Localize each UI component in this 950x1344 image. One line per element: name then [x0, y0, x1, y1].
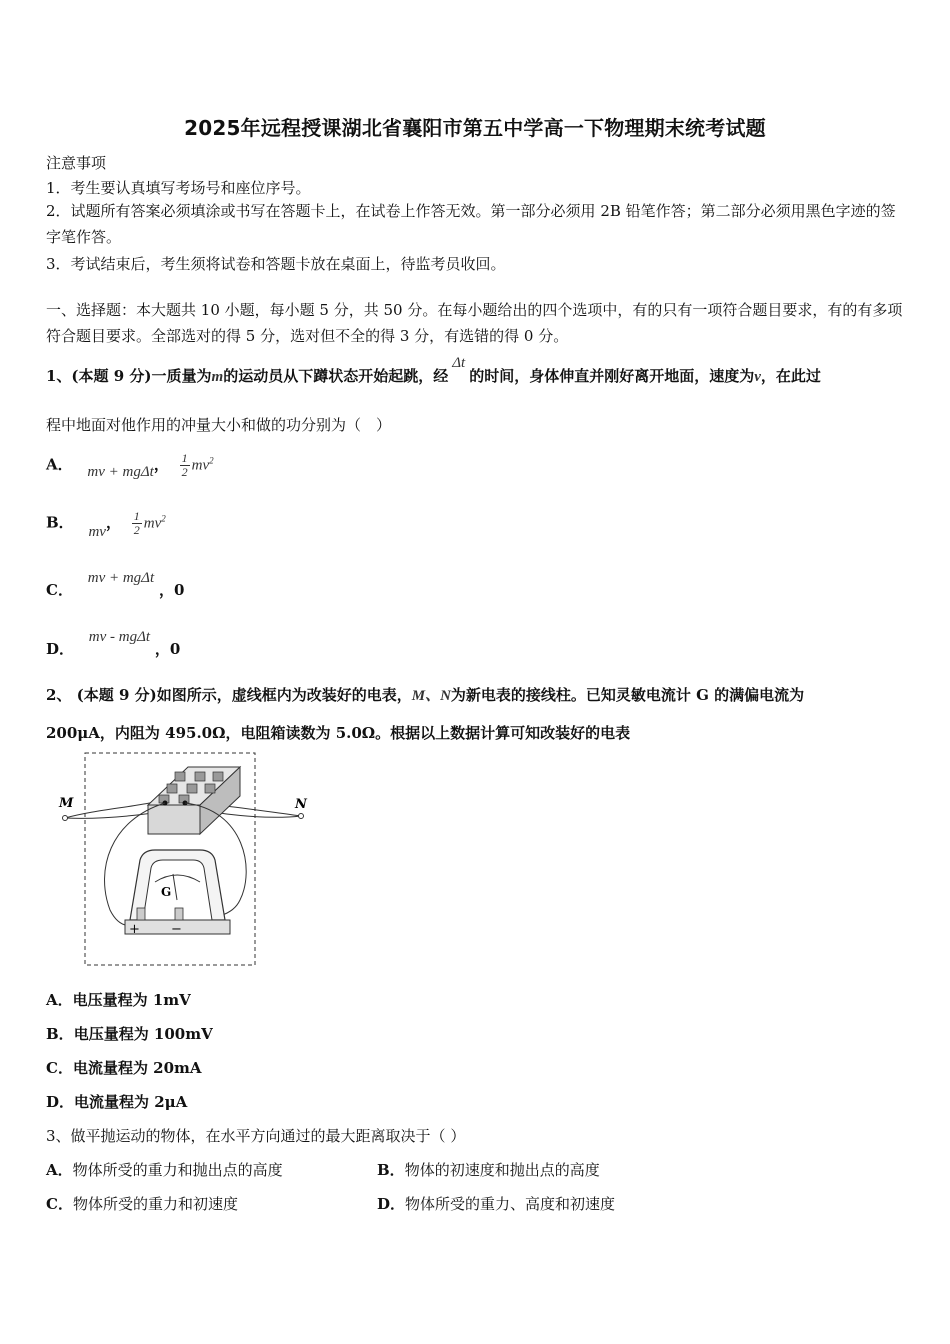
q1-option-d-zero: 0: [169, 640, 181, 658]
q3-option-b-label: B．: [377, 1161, 405, 1179]
label-m: M: [59, 796, 74, 811]
q1-option-a-sep: ，: [153, 455, 169, 474]
q2-option-c-label: C．: [46, 1059, 73, 1077]
q1-option-a-square: 2: [209, 455, 214, 466]
q2-option-a-text: 电压量程为 1mV: [72, 991, 191, 1009]
q1-option-d-sep: ，: [154, 640, 170, 658]
notice-item-2: 2．试题所有答案必须填涂或书写在答题卡上，在试卷上作答无效。第一部分必须用 2B 铅笔作答；第二部分必须用黑色字迹的签字笔作答。: [46, 202, 896, 246]
q1-stem-line2: 程中地面对他作用的冲量大小和做的功分别为（ ）: [46, 416, 392, 434]
q2-mn-symbols: M、N: [411, 688, 451, 704]
q1-option-a-tail: mv: [191, 457, 210, 474]
q2-option-d-label: D．: [46, 1093, 75, 1111]
q1-option-a-fraction: $\frac{1}{2}$: [181, 451, 188, 479]
q1-option-b-label: B．: [46, 513, 74, 532]
q3-option-c[interactable]: [46, 1193, 238, 1214]
q1-option-b[interactable]: [46, 509, 166, 540]
q1-velocity-symbol: v: [754, 369, 761, 385]
label-n: N: [295, 797, 307, 812]
q1-option-b-square: 2: [161, 513, 166, 524]
q1-stem-b: 的运动员从下蹲状态开始起跳，经: [223, 367, 449, 385]
q1-stem-line1: [46, 355, 821, 386]
q2-option-c[interactable]: [46, 1057, 202, 1078]
q1-option-c[interactable]: [46, 570, 185, 600]
q1-option-c-label: C．: [46, 581, 73, 599]
q1-stem-c: 的时间，身体伸直并刚好离开地面，速度为: [469, 367, 755, 385]
section-intro: 一、选择题：本大题共 10 小题，每小题 5 分，共 50 分。在每小题给出的四个选项中，有的只有一项符合题目要求，有的有多项符合题目要求。全部选对的得 5 分，选对但不全的得 3 分，有选错的得 0 分。: [46, 301, 903, 345]
q3-option-c-text: 物体所受的重力和初速度: [72, 1195, 238, 1213]
notice-heading: 注意事项: [46, 154, 107, 172]
label-plus: +: [129, 922, 140, 937]
q2-stem-a: 2、 (本题 9 分)如图所示，虚线框内为改装好的电表，: [46, 686, 412, 704]
q1-option-a-expr: mv + mgΔt: [87, 463, 154, 480]
q3-option-b-text: 物体的初速度和抛出点的高度: [404, 1161, 600, 1179]
q3-option-a[interactable]: [46, 1159, 283, 1180]
q2-option-d[interactable]: [46, 1091, 187, 1112]
q1-option-d-label: D．: [46, 640, 75, 658]
q3-option-d[interactable]: [377, 1193, 615, 1214]
q1-option-b-fraction: $\frac{1}{2}$: [133, 509, 140, 537]
q3-stem: 3、做平抛运动的物体，在水平方向通过的最大距离取决于（ ）: [46, 1127, 466, 1145]
q1-option-c-expr: mv + mgΔt: [87, 570, 155, 586]
q2-stem-line2: 200μA，内阻为 495.0Ω，电阻箱读数为 5.0Ω。根据以上数据计算可知改装好的电表: [46, 724, 631, 742]
q3-option-b[interactable]: [377, 1159, 600, 1180]
notice-item-3: 3．考试结束后，考生须将试卷和答题卡放在桌面上，待监考员收回。: [46, 255, 506, 273]
q1-option-c-sep: ，: [158, 581, 174, 599]
q1-option-d-expr: mv - mgΔt: [88, 629, 151, 645]
q1-stem-d: ，在此过: [760, 367, 821, 385]
q2-stem-line1: [46, 684, 804, 705]
resistance-box: [148, 767, 240, 834]
q3-option-d-label: D．: [377, 1195, 406, 1213]
notice-item-1: 1．考生要认真填写考场号和座位序号。: [46, 179, 311, 197]
q3-option-a-text: 物体所受的重力和抛出点的高度: [72, 1161, 283, 1179]
q2-circuit-figure: [55, 750, 315, 970]
label-minus: −: [171, 922, 182, 937]
q1-stem-a: 1、(本题 9 分)一质量为: [46, 367, 212, 385]
terminal-n: [299, 814, 304, 819]
q1-option-c-zero: 0: [173, 581, 185, 599]
q2-stem-b: 为新电表的接线柱。已知灵敏电流计 G 的满偏电流为: [450, 686, 805, 704]
galvanometer: [125, 850, 230, 937]
q2-option-a[interactable]: [46, 989, 191, 1010]
q1-option-a-label: A．: [46, 455, 73, 474]
q1-mass-symbol: m: [211, 369, 224, 385]
q3-option-c-label: C．: [46, 1195, 73, 1213]
q3-option-a-label: A．: [46, 1161, 73, 1179]
q2-option-a-label: A．: [46, 991, 73, 1009]
q2-option-d-text: 电流量程为 2μA: [74, 1093, 188, 1111]
q1-option-b-expr: mv: [88, 523, 106, 540]
label-g: G: [161, 885, 172, 899]
q1-option-b-sep: ，: [105, 513, 121, 532]
q1-option-b-tail: mv: [143, 515, 162, 532]
q3-option-d-text: 物体所受的重力、高度和初速度: [405, 1195, 616, 1213]
q1-dt-symbol: Δt: [452, 355, 466, 371]
terminal-m: [63, 816, 68, 821]
q2-option-c-text: 电流量程为 20mA: [72, 1059, 202, 1077]
page-title: 2025年远程授课湖北省襄阳市第五中学高一下物理期末统考试题: [184, 116, 766, 140]
q2-option-b[interactable]: [46, 1023, 213, 1044]
q2-option-b-text: 电压量程为 100mV: [73, 1025, 213, 1043]
q1-option-a[interactable]: [46, 452, 214, 479]
q2-option-b-label: B．: [46, 1025, 74, 1043]
q1-option-d[interactable]: [46, 629, 181, 659]
